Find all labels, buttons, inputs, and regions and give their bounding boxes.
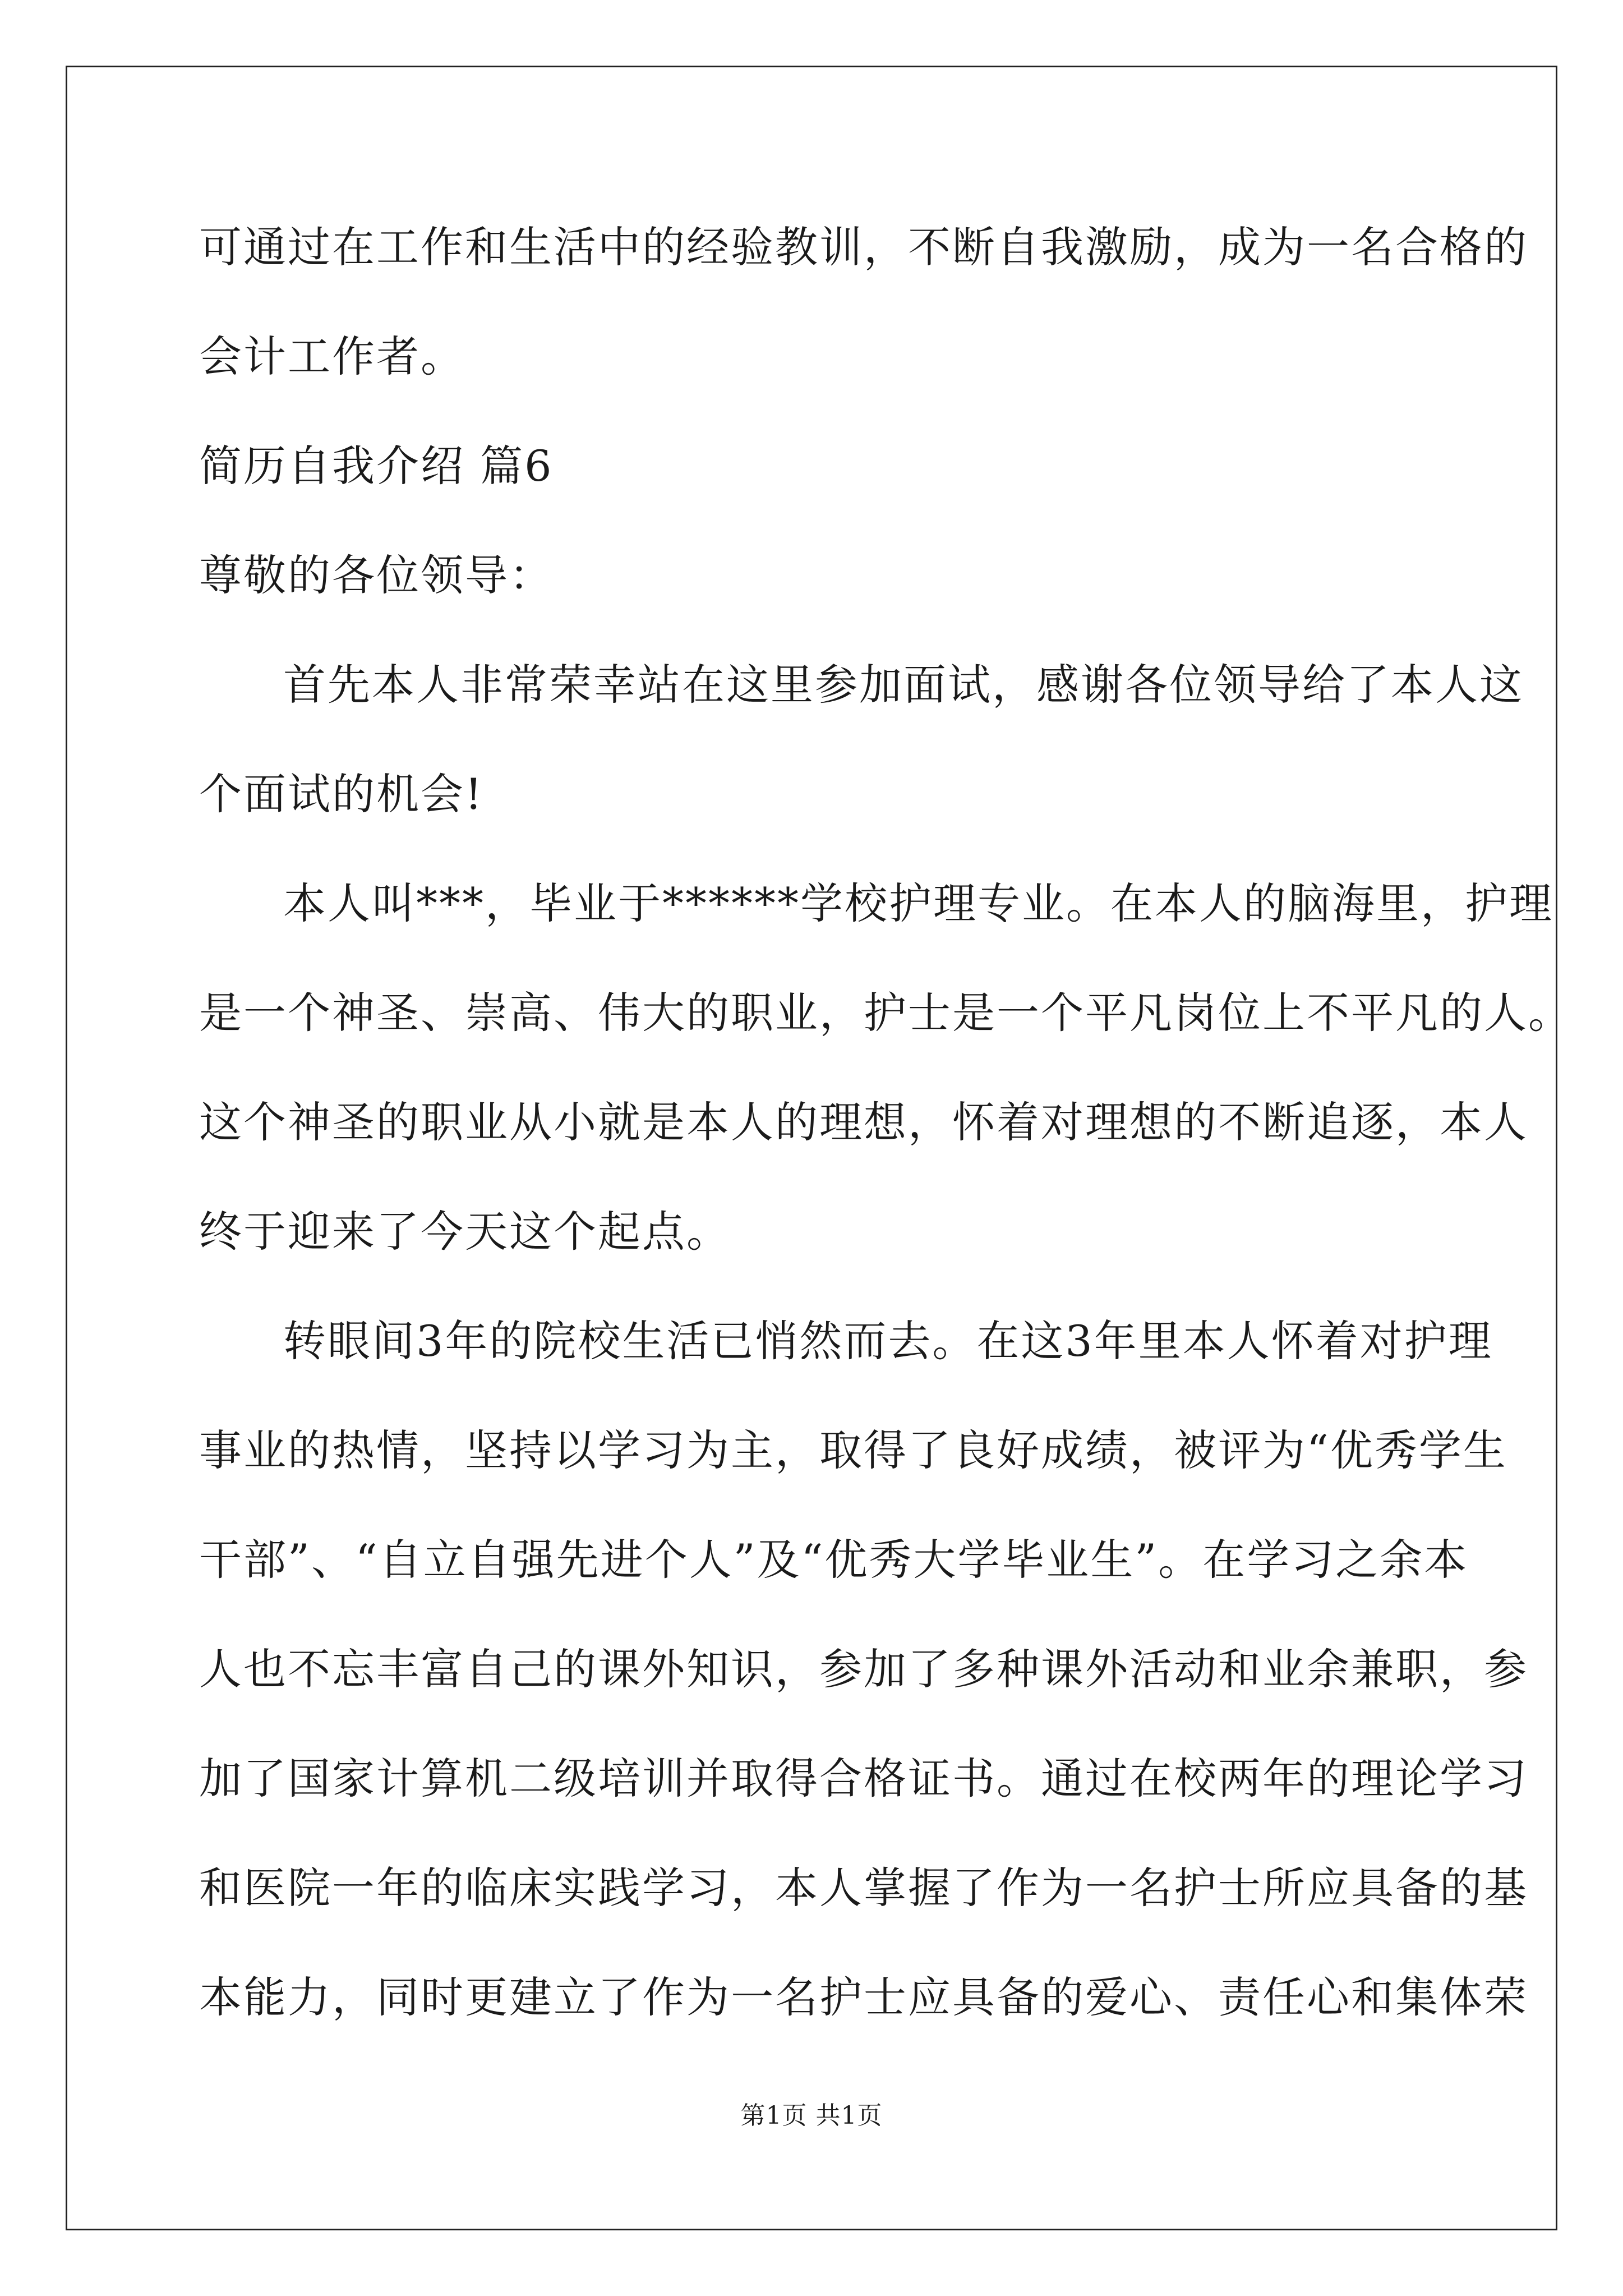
text-line: 人也不忘丰富自己的课外知识，参加了多种课外活动和业余兼职，参 xyxy=(199,1644,1528,1694)
text-line: 加了国家计算机二级培训并取得合格证书。通过在校两年的理论学习 xyxy=(199,1754,1528,1803)
text-line: 事业的热情，坚持以学习为主，取得了良好成绩，被评为“优秀学生 xyxy=(199,1425,1507,1475)
page-footer: 第1页 共1页 xyxy=(740,2101,883,2130)
section-heading: 简历自我介绍 篇6 xyxy=(199,441,554,491)
text-line: 是一个神圣、崇高、伟大的职业，护士是一个平凡岗位上不平凡的人。 xyxy=(199,988,1573,1038)
text-line: 首先本人非常荣幸站在这里参加面试，感谢各位领导给了本人这 xyxy=(283,660,1524,710)
text-line: 可通过在工作和生活中的经验教训，不断自我激励，成为一名合格的 xyxy=(199,222,1528,272)
salutation: 尊敬的各位领导： xyxy=(199,550,554,600)
text-line: 会计工作者。 xyxy=(199,332,465,381)
text-line: 本能力，同时更建立了作为一名护士应具备的爱心、责任心和集体荣 xyxy=(199,1972,1528,2022)
text-line: 干部”、“自立自强先进个人”及“优秀大学毕业生”。在学习之余本 xyxy=(199,1535,1469,1585)
text-line: 和医院一年的临床实践学习，本人掌握了作为一名护士所应具备的基 xyxy=(199,1863,1528,1913)
text-line: 这个神圣的职业从小就是本人的理想，怀着对理想的不断追逐，本人 xyxy=(199,1097,1528,1147)
text-line: 本人叫***，毕业于******学校护理专业。在本人的脑海里，护理 xyxy=(283,878,1553,928)
text-line: 个面试的机会! xyxy=(199,769,484,819)
text-line: 转眼间3年的院校生活已悄然而去。在这3年里本人怀着对护理 xyxy=(283,1316,1493,1366)
text-line: 终于迎来了今天这个起点。 xyxy=(199,1207,731,1257)
